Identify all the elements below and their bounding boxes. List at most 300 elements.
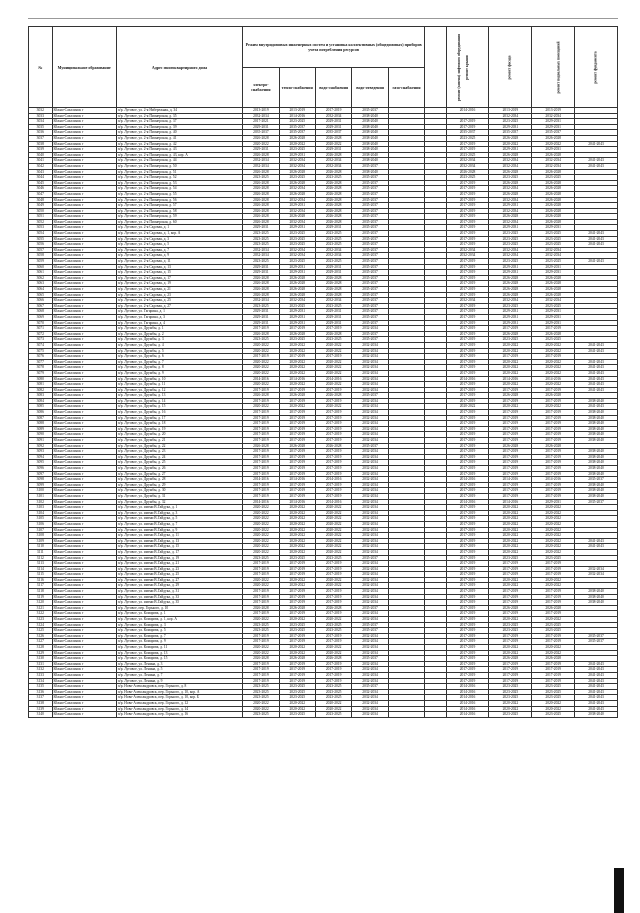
cell-basement: 2017-2019 xyxy=(532,449,575,455)
cell-roof: 2017-2019 xyxy=(446,208,489,214)
cell-facade: 2017-2019 xyxy=(489,678,532,684)
cell-sewer: 2032-2034 xyxy=(352,527,388,533)
cell-basement: 2026-2028 xyxy=(532,135,575,141)
cell-heat: 2017-2019 xyxy=(279,354,315,360)
row-address: п/р. Луговое, ул. имени В.Гайдука, д. 15 xyxy=(116,544,242,550)
cell-basement: 2026-2028 xyxy=(532,214,575,220)
cell-foundation: 2041-2043 xyxy=(575,141,618,147)
cell-roof: 2014-2016 xyxy=(446,700,489,706)
cell-basement: 2020-2022 xyxy=(532,617,575,623)
cell-roof: 2017-2019 xyxy=(446,231,489,237)
cell-sewer: 2035-2037 xyxy=(352,443,388,449)
cell-heat: 2017-2019 xyxy=(279,594,315,600)
cell-water: 2020-2022 xyxy=(315,342,351,348)
row-number: 3094 xyxy=(29,454,53,460)
cell-sewer: 2035-2037 xyxy=(352,253,388,259)
row-address: п/р. Луговое, ул. имени В.Гайдука, д. 19 xyxy=(116,555,242,561)
cell-facade: 2017-2019 xyxy=(489,398,532,404)
cell-electric: 2017-2019 xyxy=(243,471,279,477)
cell-water: 2023-2025 xyxy=(315,175,351,181)
row-address: п/р. Луговое, ул. имени В.Гайдука, д. 11 xyxy=(116,533,242,539)
cell-water: 2014-2016 xyxy=(315,499,351,505)
cell-foundation: 2041-2043 xyxy=(575,342,618,348)
cell-sewer: 2035-2037 xyxy=(352,236,388,242)
cell-water: 2020-2022 xyxy=(315,650,351,656)
row-number: 3138 xyxy=(29,700,53,706)
row-municipality: Южно-Сахалинск г xyxy=(52,617,116,623)
cell-water: 2026-2028 xyxy=(315,152,351,158)
cell-electric: 2029-2031 xyxy=(243,270,279,276)
cell-sewer: 2032-2034 xyxy=(352,544,388,550)
cell-facade: 2032-2034 xyxy=(489,247,532,253)
cell-roof: 2017-2019 xyxy=(446,549,489,555)
cell-facade: 2017-2019 xyxy=(489,672,532,678)
cell-facade: 2017-2019 xyxy=(489,661,532,667)
cell-water: 2032-2034 xyxy=(315,158,351,164)
row-municipality: Южно-Сахалинск г xyxy=(52,460,116,466)
cell-sewer: 2035-2037 xyxy=(352,259,388,265)
cell-electric: 2026-2028 xyxy=(243,169,279,175)
row-address: п/р. Луговое, ул. Дружбы, д. 28 xyxy=(116,477,242,483)
cell-electric: 2032-2034 xyxy=(243,113,279,119)
cell-sewer: 2035-2037 xyxy=(352,331,388,337)
cell-water: 2029-2031 xyxy=(315,124,351,130)
row-number: 3115 xyxy=(29,572,53,578)
cell-heat: 2023-2025 xyxy=(279,712,315,718)
cell-water: 2026-2028 xyxy=(315,287,351,293)
cell-basement: 2023-2025 xyxy=(532,236,575,242)
row-number: 3067 xyxy=(29,303,53,309)
cell-foundation: 2038-2040 xyxy=(575,454,618,460)
row-municipality: Южно-Сахалинск г xyxy=(52,449,116,455)
cell-water: 2026-2028 xyxy=(315,219,351,225)
cell-foundation: 2041-2043 xyxy=(575,667,618,673)
cell-facade: 2023-2025 xyxy=(489,695,532,701)
cell-electric: 2026-2028 xyxy=(243,656,279,662)
row-address: п/р. Луговое, ул. Дружбы, д. 9 xyxy=(116,370,242,376)
cell-water: 2023-2025 xyxy=(315,236,351,242)
cell-sewer: 2032-2034 xyxy=(352,488,388,494)
cell-facade: 2017-2019 xyxy=(489,667,532,673)
row-municipality: Южно-Сахалинск г xyxy=(52,225,116,231)
row-address: п/р. Луговое, ул. Дружбы, д. 10 xyxy=(116,376,242,382)
cell-sewer: 2032-2034 xyxy=(352,617,388,623)
row-number: 3136 xyxy=(29,689,53,695)
cell-water: 2026-2028 xyxy=(315,656,351,662)
cell-foundation: 2038-2040 xyxy=(575,712,618,718)
row-address: п/р. Луговое, ул. 2-я Набережная, д. 34 xyxy=(116,108,242,114)
row-number: 3049 xyxy=(29,203,53,209)
row-address: п/р. Луговое, ул. Комарова, д. 3 xyxy=(116,622,242,628)
row-address: п/р. Луговое, ул. 2-я Садовая, д. 3 xyxy=(116,236,242,242)
cell-sewer: 2032-2034 xyxy=(352,410,388,416)
row-number: 3092 xyxy=(29,443,53,449)
cell-sewer: 2035-2037 xyxy=(352,203,388,209)
cell-basement: 2014-2016 xyxy=(532,376,575,382)
cell-basement: 2023-2025 xyxy=(532,175,575,181)
row-municipality: Южно-Сахалинск г xyxy=(52,119,116,125)
cell-facade: 2017-2019 xyxy=(489,421,532,427)
cell-facade: 2032-2034 xyxy=(489,197,532,203)
row-municipality: Южно-Сахалинск г xyxy=(52,253,116,259)
cell-basement: 2020-2022 xyxy=(532,370,575,376)
header-utility-group: Режим внутридомовых инженерных систем и установка коллективных (общедомовых) приборов учета потребления ресурсов xyxy=(243,27,425,68)
cell-facade: 2017-2019 xyxy=(489,454,532,460)
cell-facade: 2023-2025 xyxy=(489,628,532,634)
cell-roof: 2014-2016 xyxy=(446,689,489,695)
cell-sewer: 2035-2037 xyxy=(352,298,388,304)
row-municipality: Южно-Сахалинск г xyxy=(52,180,116,186)
cell-roof: 2014-2016 xyxy=(446,712,489,718)
cell-water: 2032-2034 xyxy=(315,253,351,259)
row-municipality: Южно-Сахалинск г xyxy=(52,147,116,153)
cell-roof: 2017-2019 xyxy=(446,270,489,276)
row-number: 3093 xyxy=(29,449,53,455)
cell-sewer: 2035-2037 xyxy=(352,242,388,248)
cell-heat: 2020-2022 xyxy=(279,359,315,365)
cell-basement: 2032-2034 xyxy=(532,298,575,304)
cell-electric: 2020-2022 xyxy=(243,365,279,371)
cell-facade: 2017-2019 xyxy=(489,410,532,416)
row-number: 3105 xyxy=(29,516,53,522)
cell-facade: 2017-2019 xyxy=(489,415,532,421)
row-number: 3134 xyxy=(29,678,53,684)
cell-heat: 2029-2031 xyxy=(279,203,315,209)
cell-basement: 2017-2019 xyxy=(532,410,575,416)
cell-foundation: 2041-2043 xyxy=(575,661,618,667)
cell-sewer: 2032-2034 xyxy=(352,432,388,438)
cell-electric: 2023-2025 xyxy=(243,175,279,181)
row-municipality: Южно-Сахалинск г xyxy=(52,645,116,651)
cell-sewer: 2038-2040 xyxy=(352,119,388,125)
cell-foundation: 2041-2043 xyxy=(575,538,618,544)
cell-heat: 2023-2025 xyxy=(279,259,315,265)
cell-electric: 2020-2022 xyxy=(243,510,279,516)
cell-facade: 2026-2028 xyxy=(489,292,532,298)
cell-basement: 2035-2037 xyxy=(532,130,575,136)
cell-basement: 2017-2019 xyxy=(532,488,575,494)
row-address: п/р. Луговое, ул. 2-я Пионерская, д. 55 xyxy=(116,191,242,197)
cell-electric: 2020-2022 xyxy=(243,533,279,539)
cell-facade: 2020-2022 xyxy=(489,700,532,706)
cell-sewer: 2035-2037 xyxy=(352,186,388,192)
cell-roof: 2017-2019 xyxy=(446,510,489,516)
cell-electric: 2026-2028 xyxy=(243,208,279,214)
cell-basement: 2026-2028 xyxy=(532,275,575,281)
cell-water: 2014-2016 xyxy=(315,376,351,382)
cell-heat: 2014-2016 xyxy=(279,113,315,119)
cell-water: 2020-2022 xyxy=(315,538,351,544)
cell-electric: 2020-2022 xyxy=(243,516,279,522)
cell-heat: 2029-2031 xyxy=(279,314,315,320)
cell-facade: 2020-2022 xyxy=(489,617,532,623)
cell-roof: 2017-2019 xyxy=(446,382,489,388)
cell-electric: 2032-2034 xyxy=(243,163,279,169)
cell-foundation: 2041-2043 xyxy=(575,259,618,265)
cell-electric: 2017-2019 xyxy=(243,421,279,427)
row-municipality: Южно-Сахалинск г xyxy=(52,499,116,505)
cell-sewer: 2032-2034 xyxy=(352,365,388,371)
row-municipality: Южно-Сахалинск г xyxy=(52,633,116,639)
cell-facade: 2017-2019 xyxy=(489,633,532,639)
cell-sewer: 2032-2034 xyxy=(352,516,388,522)
cell-foundation: 2032-2034 xyxy=(575,572,618,578)
row-address: п/р. Луговое, ул. имени В.Гайдука, д. 35 xyxy=(116,600,242,606)
cell-roof: 2017-2019 xyxy=(446,359,489,365)
cell-foundation: 2041-2043 xyxy=(575,700,618,706)
row-number: 3081 xyxy=(29,382,53,388)
cell-electric: 2017-2019 xyxy=(243,354,279,360)
row-address: п/р. Луговое, ул. Дружбы, д. 11 xyxy=(116,382,242,388)
cell-foundation: 2041-2043 xyxy=(575,231,618,237)
cell-sewer: 2032-2034 xyxy=(352,326,388,332)
row-address: п/р. Луговое, ул. имени В.Гайдука, д. 27 xyxy=(116,577,242,583)
cell-heat: 2017-2019 xyxy=(279,415,315,421)
cell-electric: 2029-2031 xyxy=(243,314,279,320)
row-number: 3117 xyxy=(29,583,53,589)
cell-water: 2017-2019 xyxy=(315,611,351,617)
cell-sewer: 2038-2040 xyxy=(352,152,388,158)
cell-electric: 2023-2025 xyxy=(243,236,279,242)
row-municipality: Южно-Сахалинск г xyxy=(52,259,116,265)
cell-facade: 2017-2019 xyxy=(489,354,532,360)
cell-sewer: 2038-2040 xyxy=(352,141,388,147)
row-municipality: Южно-Сахалинск г xyxy=(52,521,116,527)
cell-roof: 2017-2019 xyxy=(446,454,489,460)
cell-water: 2029-2031 xyxy=(315,119,351,125)
cell-electric: 2017-2019 xyxy=(243,661,279,667)
cell-sewer: 2032-2034 xyxy=(352,438,388,444)
row-address: п/р. Ново-Александровск, пер. Горького, д. 10, кор. А xyxy=(116,689,242,695)
row-address: п/р. Луговое, ул. Дружбы, д. 8 xyxy=(116,365,242,371)
cell-electric: 2017-2019 xyxy=(243,672,279,678)
cell-foundation: 2041-2043 xyxy=(575,365,618,371)
cell-electric: 2026-2028 xyxy=(243,152,279,158)
cell-basement: 2023-2025 xyxy=(532,337,575,343)
row-number: 3036 xyxy=(29,130,53,136)
cell-basement: 2017-2019 xyxy=(532,678,575,684)
row-number: 3089 xyxy=(29,426,53,432)
row-address: п/р. Луговое, ул. 2-я Пионерская, д. 51 xyxy=(116,169,242,175)
row-number: 3039 xyxy=(29,147,53,153)
row-municipality: Южно-Сахалинск г xyxy=(52,242,116,248)
cell-water: 2020-2022 xyxy=(315,583,351,589)
cell-electric: 2017-2019 xyxy=(243,438,279,444)
cell-electric: 2020-2022 xyxy=(243,527,279,533)
cell-heat: 2020-2022 xyxy=(279,510,315,516)
cell-foundation: 2041-2043 xyxy=(575,404,618,410)
cell-roof: 2017-2019 xyxy=(446,314,489,320)
cell-water: 2023-2025 xyxy=(315,337,351,343)
cell-sewer: 2035-2037 xyxy=(352,264,388,270)
row-number: 3069 xyxy=(29,314,53,320)
cell-water: 2020-2022 xyxy=(315,382,351,388)
cell-sewer: 2032-2034 xyxy=(352,471,388,477)
row-address: п/р. Ново-Александровск, пер. Горького, д. 16 xyxy=(116,712,242,718)
cell-roof: 2017-2019 xyxy=(446,147,489,153)
row-municipality: Южно-Сахалинск г xyxy=(52,549,116,555)
row-address: п/р. Луговое, ул. 2-я Пионерская, д. 54 xyxy=(116,186,242,192)
cell-water: 2017-2019 xyxy=(315,572,351,578)
cell-water: 2026-2028 xyxy=(315,281,351,287)
cell-heat: 2029-2031 xyxy=(279,309,315,315)
cell-foundation: 2035-2037 xyxy=(575,477,618,483)
cell-sewer: 2035-2037 xyxy=(352,287,388,293)
row-address: п/р. Луговое, ул. имени В.Гайдука, д. 25 xyxy=(116,572,242,578)
cell-heat: 2026-2028 xyxy=(279,180,315,186)
cell-foundation: 2038-2040 xyxy=(575,493,618,499)
row-number: 3129 xyxy=(29,650,53,656)
row-address: п/р. Луговое, ул. Дружбы, д. 12 xyxy=(116,387,242,393)
cell-electric: 2032-2034 xyxy=(243,158,279,164)
cell-electric: 2026-2028 xyxy=(243,186,279,192)
cell-basement: 2023-2025 xyxy=(532,242,575,248)
cell-basement: 2017-2019 xyxy=(532,633,575,639)
row-municipality: Южно-Сахалинск г xyxy=(52,684,116,690)
cell-basement: 2020-2022 xyxy=(532,577,575,583)
row-number: 3111 xyxy=(29,549,53,555)
cell-heat: 2029-2031 xyxy=(279,270,315,276)
row-number: 3116 xyxy=(29,577,53,583)
cell-sewer: 2032-2034 xyxy=(352,521,388,527)
row-number: 3071 xyxy=(29,326,53,332)
cell-facade: 2014-2016 xyxy=(489,376,532,382)
cell-heat: 2023-2025 xyxy=(279,337,315,343)
cell-roof: 2017-2019 xyxy=(446,516,489,522)
cell-electric: 2029-2031 xyxy=(243,225,279,231)
cell-facade: 2026-2028 xyxy=(489,152,532,158)
row-number: 3140 xyxy=(29,712,53,718)
cell-basement: 2020-2022 xyxy=(532,365,575,371)
cell-sewer: 2038-2040 xyxy=(352,169,388,175)
cell-water: 2023-2025 xyxy=(315,231,351,237)
cell-basement: 2017-2019 xyxy=(532,561,575,567)
cell-sewer: 2032-2034 xyxy=(352,342,388,348)
cell-electric: 2017-2019 xyxy=(243,449,279,455)
cell-water: 2029-2031 xyxy=(315,314,351,320)
cell-water: 2026-2028 xyxy=(315,393,351,399)
cell-facade: 2020-2022 xyxy=(489,533,532,539)
cell-electric: 2017-2019 xyxy=(243,566,279,572)
cell-facade: 2029-2031 xyxy=(489,203,532,209)
row-number: 3133 xyxy=(29,672,53,678)
cell-roof: 2017-2019 xyxy=(446,538,489,544)
header-foundation: ремонт фундамента xyxy=(575,27,618,108)
cell-roof: 2017-2019 xyxy=(446,555,489,561)
row-municipality: Южно-Сахалинск г xyxy=(52,320,116,326)
cell-roof: 2023-2025 xyxy=(446,152,489,158)
cell-heat: 2020-2022 xyxy=(279,700,315,706)
row-municipality: Южно-Сахалинск г xyxy=(52,544,116,550)
cell-water: 2020-2022 xyxy=(315,365,351,371)
cell-basement: 2020-2022 xyxy=(532,527,575,533)
row-municipality: Южно-Сахалинск г xyxy=(52,650,116,656)
cell-basement: 2017-2019 xyxy=(532,566,575,572)
row-municipality: Южно-Сахалинск г xyxy=(52,208,116,214)
cell-roof: 2017-2019 xyxy=(446,611,489,617)
cell-basement: 2026-2028 xyxy=(532,152,575,158)
cell-heat: 2023-2025 xyxy=(279,236,315,242)
cell-water: 2029-2031 xyxy=(315,270,351,276)
row-address: п/р. Луговое, ул. имени В.Гайдука, д. 1 xyxy=(116,505,242,511)
cell-sewer: 2032-2034 xyxy=(352,376,388,382)
row-address: п/р. Луговое, ул. 2-я Пионерская, д. 37 xyxy=(116,119,242,125)
row-address: п/р. Луговое, ул. 2-я Садовая, д. 15 xyxy=(116,270,242,276)
cell-sewer: 2032-2034 xyxy=(352,482,388,488)
cell-heat: 2020-2022 xyxy=(279,645,315,651)
cell-water: 2029-2031 xyxy=(315,264,351,270)
cell-heat: 2026-2028 xyxy=(279,331,315,337)
cell-facade: 2029-2031 xyxy=(489,147,532,153)
cell-water: 2023-2025 xyxy=(315,684,351,690)
cell-sewer: 2032-2034 xyxy=(352,572,388,578)
cell-heat: 2020-2022 xyxy=(279,342,315,348)
cell-roof: 2017-2019 xyxy=(446,309,489,315)
row-address: п/р. Луговое, ул. Дружбы, д. 30 xyxy=(116,488,242,494)
row-number: 3035 xyxy=(29,124,53,130)
row-municipality: Южно-Сахалинск г xyxy=(52,706,116,712)
cell-electric: 2026-2028 xyxy=(243,331,279,337)
cell-foundation: 2038-2040 xyxy=(575,426,618,432)
cell-heat: 2029-2031 xyxy=(279,225,315,231)
header-basement: ремонт подвальных помещений xyxy=(532,27,575,108)
cell-basement: 2026-2028 xyxy=(532,186,575,192)
cell-roof: 2017-2019 xyxy=(446,561,489,567)
cell-heat: 2026-2028 xyxy=(279,605,315,611)
row-address: п/р. Луговое, ул. Дружбы, д. 26 xyxy=(116,466,242,472)
cell-facade: 2026-2028 xyxy=(489,214,532,220)
cell-foundation: 2041-2043 xyxy=(575,672,618,678)
cell-sewer: 2032-2034 xyxy=(352,404,388,410)
cell-electric: 2023-2025 xyxy=(243,259,279,265)
cell-roof: 2017-2019 xyxy=(446,460,489,466)
cell-basement: 2020-2022 xyxy=(532,141,575,147)
row-number: 3037 xyxy=(29,135,53,141)
cell-facade: 2020-2022 xyxy=(489,404,532,410)
cell-electric: 2017-2019 xyxy=(243,589,279,595)
cell-facade: 2020-2022 xyxy=(489,505,532,511)
row-number: 3078 xyxy=(29,365,53,371)
cell-basement: 2020-2022 xyxy=(532,645,575,651)
row-address: п/р. Луговое, ул. Дружбы, д. 18 xyxy=(116,421,242,427)
row-address: п/р. Луговое, ул. 2-я Пионерская, д. 59 xyxy=(116,214,242,220)
cell-roof: 2017-2019 xyxy=(446,219,489,225)
row-address: п/р. Луговое, ул. 2-я Садовая, д. 27 xyxy=(116,303,242,309)
cell-basement: 2020-2022 xyxy=(532,521,575,527)
cell-sewer: 2035-2037 xyxy=(352,247,388,253)
cell-roof: 2017-2019 xyxy=(446,242,489,248)
cell-roof: 2017-2019 xyxy=(446,259,489,265)
cell-roof: 2017-2019 xyxy=(446,527,489,533)
cell-foundation: 2038-2040 xyxy=(575,471,618,477)
cell-basement: 2029-2031 xyxy=(532,314,575,320)
row-number: 3063 xyxy=(29,281,53,287)
cell-foundation: 2041-2043 xyxy=(575,678,618,684)
cell-facade: 2020-2022 xyxy=(489,348,532,354)
cell-heat: 2017-2019 xyxy=(279,572,315,578)
cell-sewer: 2035-2037 xyxy=(352,605,388,611)
cell-electric: 2020-2022 xyxy=(243,544,279,550)
cell-water: 2020-2022 xyxy=(315,617,351,623)
row-address: п/р. Луговое, ул. Дружбы, д. 3 xyxy=(116,337,242,343)
row-number: 3131 xyxy=(29,661,53,667)
cell-basement: 2017-2019 xyxy=(532,482,575,488)
row-municipality: Южно-Сахалинск г xyxy=(52,247,116,253)
cell-basement: 2017-2019 xyxy=(532,589,575,595)
cell-facade: 2017-2019 xyxy=(489,572,532,578)
row-number: 3072 xyxy=(29,331,53,337)
cell-heat: 2017-2019 xyxy=(279,471,315,477)
